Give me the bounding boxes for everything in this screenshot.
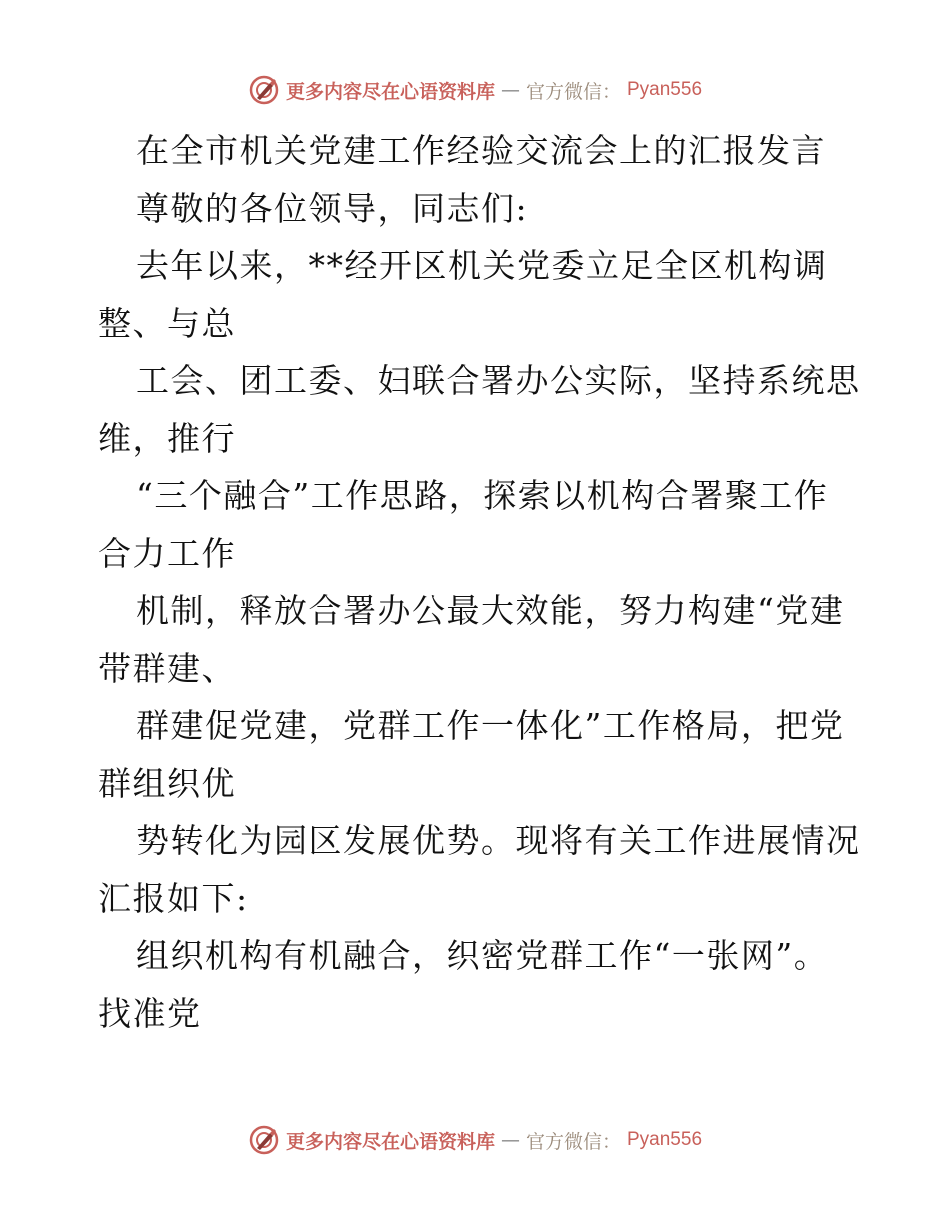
watermark-official-label: 官方微信： <box>525 80 621 103</box>
body-line: 机制，释放合署办公最大效能，努力构建“党建 <box>136 591 845 630</box>
watermark-dash: — <box>500 1129 520 1151</box>
body-line: “三个融合”工作思路，探索以机构合署聚工作 <box>136 476 829 515</box>
document-body <box>98 122 861 1042</box>
salutation: 尊敬的各位领导，同志们: <box>136 188 529 228</box>
watermark-wechat-id: Pyan556 <box>627 79 703 100</box>
body-line: 去年以来，**经开区机关党委立足全区机构调 <box>136 246 828 285</box>
body-line: 找准党 <box>98 993 202 1033</box>
watermark-wechat-id: Pyan556 <box>627 1129 703 1150</box>
body-line: 势转化为园区发展优势。现将有关工作进展情况 <box>136 821 861 860</box>
brand-logo-icon <box>248 1124 280 1156</box>
body-line: 工会、团工委、妇联合署办公实际，坚持系统思 <box>136 361 861 400</box>
body-line: 合力工作 <box>98 533 236 573</box>
body-line: 组织机构有机融合，织密党群工作“一张网”。 <box>136 936 829 975</box>
body-line: 带群建、 <box>98 648 236 688</box>
brand-logo-icon <box>248 74 280 106</box>
document-title: 在全市机关党建工作经验交流会上的汇报发言 <box>136 131 826 170</box>
watermark-official-label: 官方微信： <box>525 1130 621 1153</box>
body-line: 维，推行 <box>98 418 236 458</box>
body-line: 汇报如下: <box>98 878 249 918</box>
watermark-dash: — <box>500 79 520 101</box>
watermark-brand-text: 更多内容尽在心语资料库 <box>285 1130 495 1153</box>
header-watermark <box>0 70 950 110</box>
watermark-brand-text: 更多内容尽在心语资料库 <box>285 80 495 103</box>
body-line: 群组织优 <box>98 763 236 803</box>
body-line: 群建促党建，党群工作一体化”工作格局，把党 <box>136 706 845 745</box>
footer-watermark <box>0 1120 950 1160</box>
body-line: 整、与总 <box>98 303 236 343</box>
